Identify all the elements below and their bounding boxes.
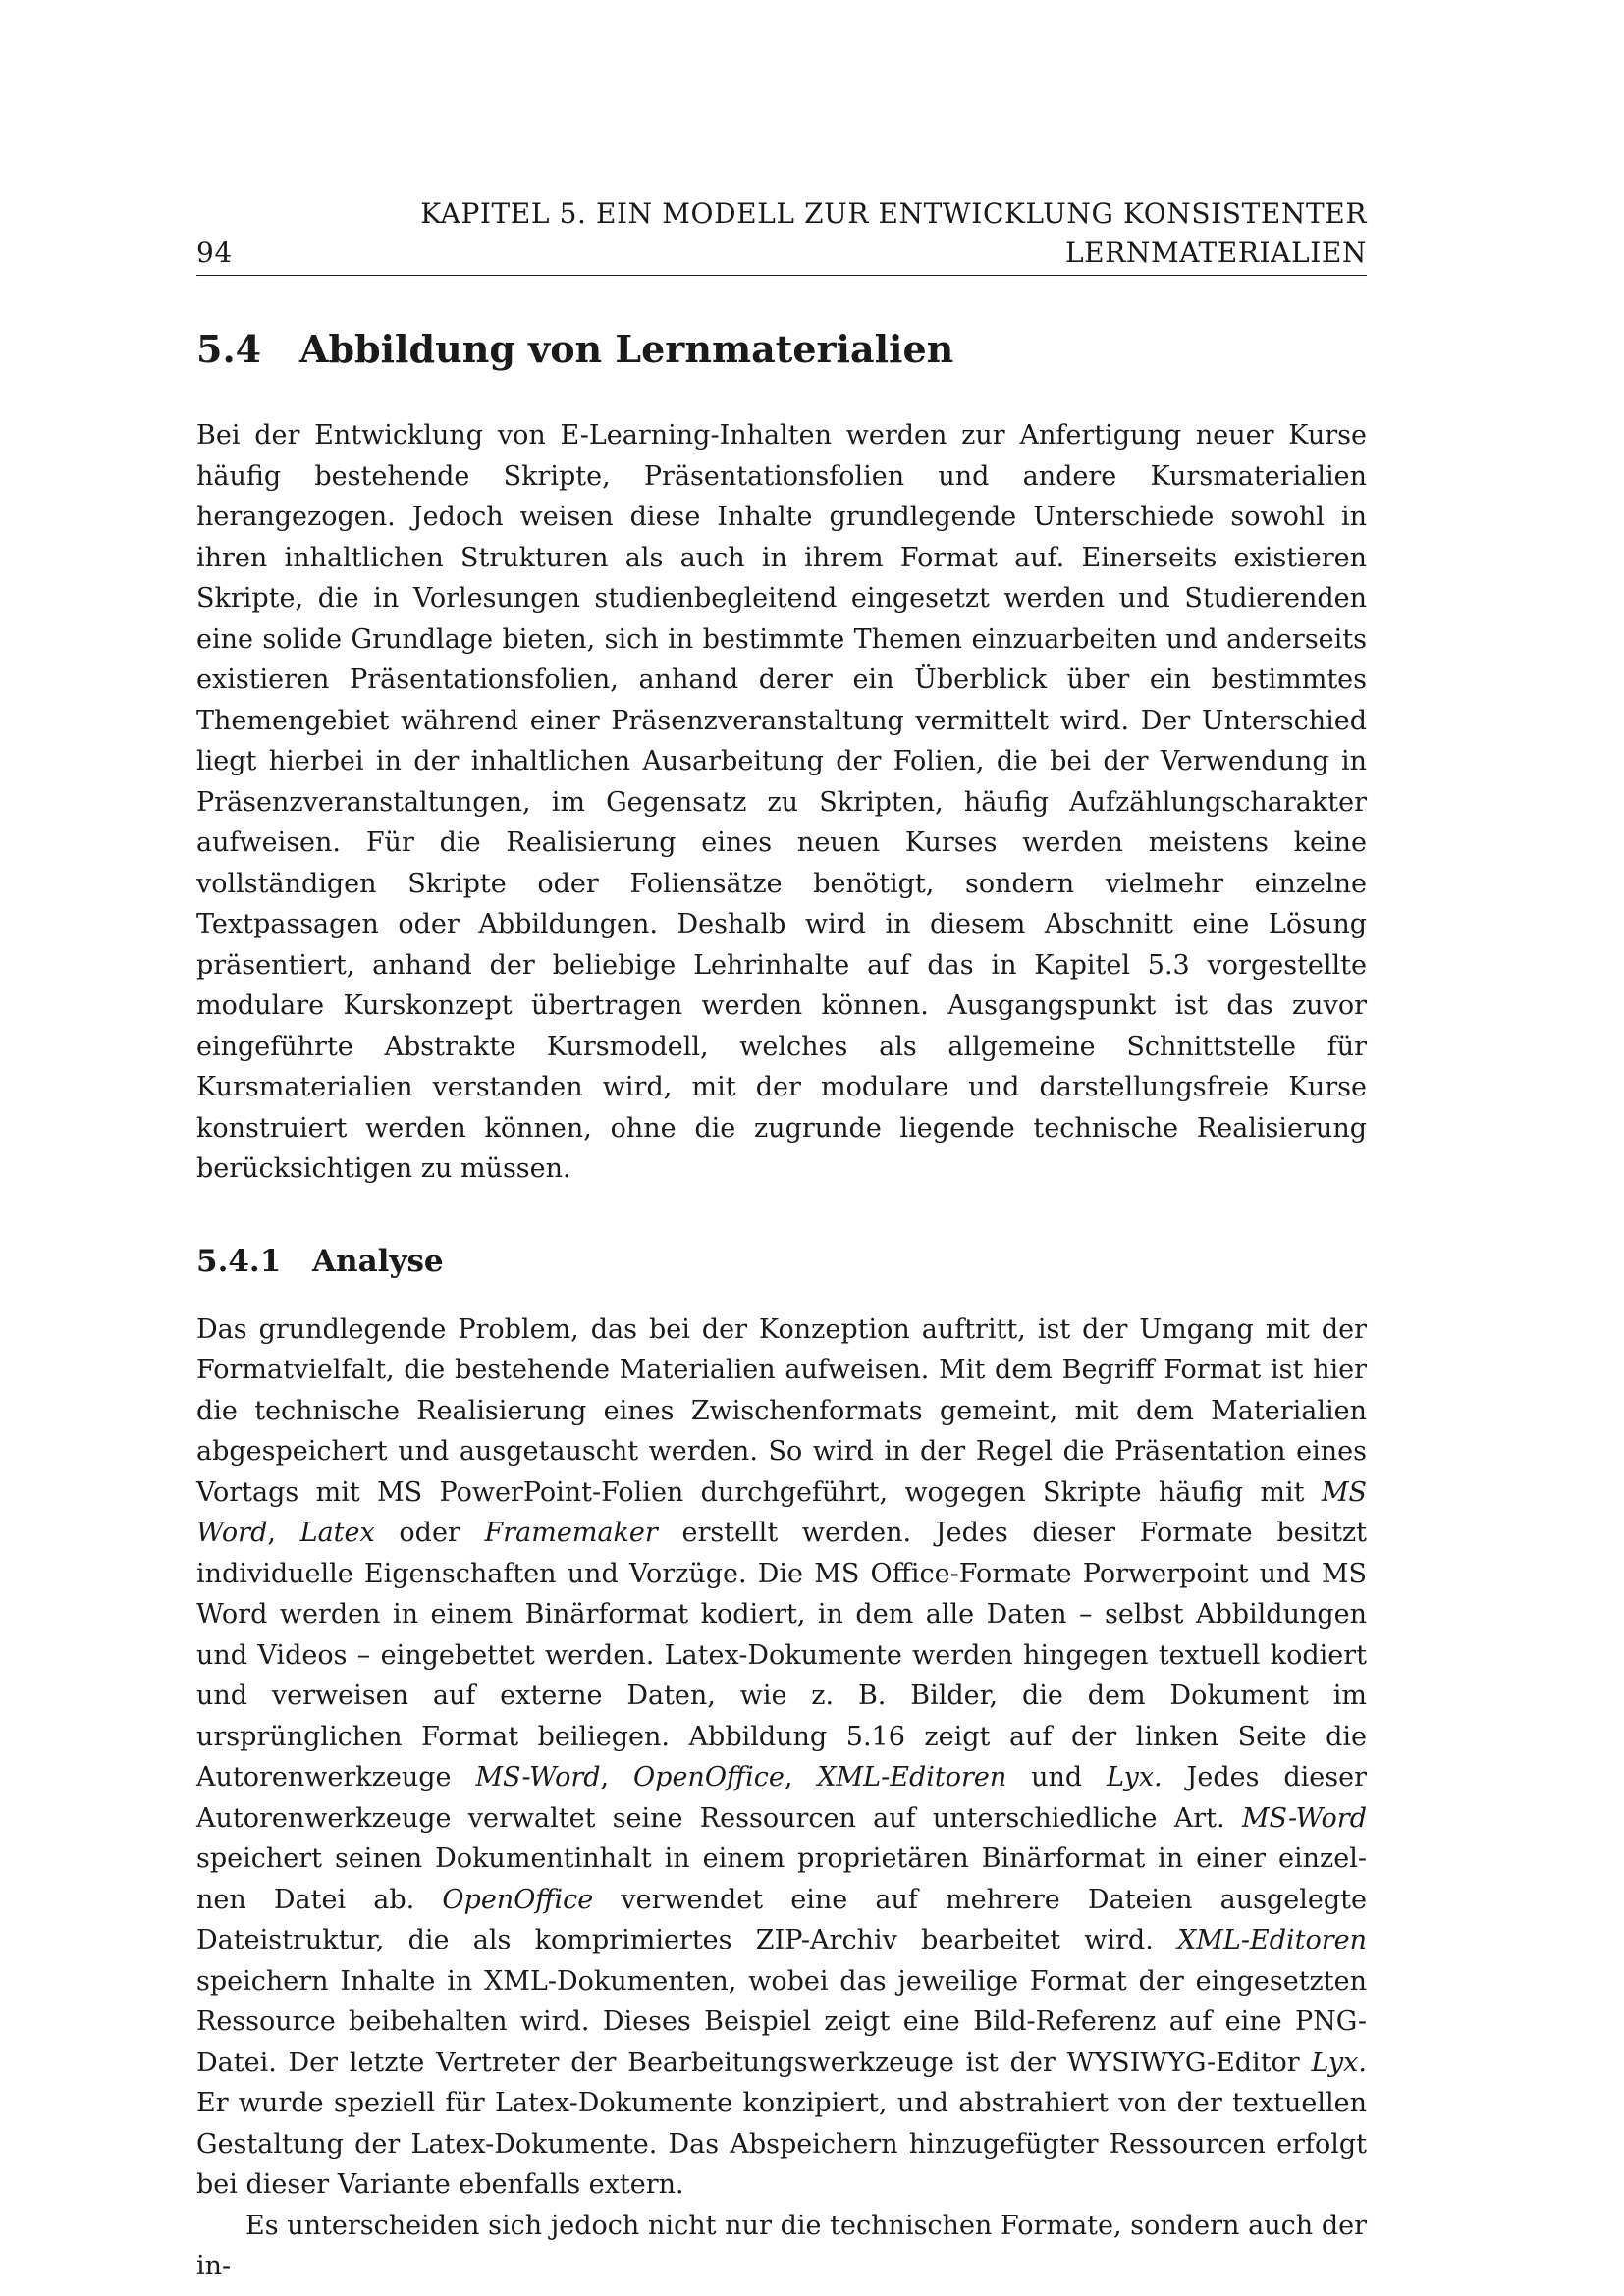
text-run: oder: [374, 1518, 485, 1548]
italic-term: MS Word: [196, 1476, 1367, 1548]
text-run: Jedes dieser Autorenwerkzeuge verwaltet seine Ressourcen auf unterschiedliche Art.: [196, 1762, 1367, 1834]
text-run: speichern Inhalte in XML-Dokumenten, wobei das jeweilige Format der eingesetzten Ressource beibehalten wird. Dieses Beispiel zeigt eine Bild-Referenz auf eine PNG-Datei. Der letzte Vertreter der Bearbeitungswerkzeuge ist der WYSIWYG-Editor: [196, 1965, 1367, 2078]
text-run: erstellt werden. Jedes dieser Formate besitzt individuelle Eigenschaften und Vorzüge. Die MS Office-Formate Porwerpoint und MS Word werden in einem Binärformat kodiert, in dem alle Daten – selbst Abbildungen und Videos – eingebettet werden. Latex-Dokumente werden hingegen textuell kodiert und verweisen auf externe Daten, wie z. B. Bilder, die dem Dokument im ursprünglichen Format beiliegen. Abbildung 5.16 zeigt auf der linken Seite die Autorenwerkzeuge: [196, 1518, 1367, 1792]
section-title: Abbildung von Lernmaterialien: [299, 327, 954, 371]
italic-term: Framemaker: [484, 1518, 658, 1548]
chapter-title-line-1: KAPITEL 5. EIN MODELL ZUR ENTWICKLUNG KONSISTENTER: [420, 197, 1367, 230]
section-paragraph: Bei der Entwicklung von E-Learning-Inhalten werden zur Anfertigung neuer Kurse häufig bestehende Skripte, Präsentationsfolien und andere Kursmaterialien herangezogen. Jedoch weisen diese Inhalte grundlegende Unterschiede sowohl in ihren inhaltlichen Strukturen als auch in ihrem Format auf. Einerseits existieren Skripte, die in Vorlesungen studienbegleitend eingesetzt werden und Studierenden eine solide Grundlage bieten, sich in bestimmte Themen einzuarbeiten und anderseits existieren Präsentationsfolien, anhand derer ein Überblick über ein bestimmtes Themengebiet während einer Präsenzveranstaltung vermittelt wird. Der Unterschied liegt hierbei in der inhaltlichen Ausarbeitung der Folien, die bei der Verwendung in Präsenzveranstaltungen, im Gegensatz zu Skripten, häufig Aufzählungscharakter aufweisen. Für die Realisierung eines neuen Kurses werden meistens keine vollständigen Skripte oder Foliensätze benötigt, sondern vielmehr einzelne Textpassagen oder Abbildungen. Deshalb wird in diesem Abschnitt eine Lösung präsentiert, anhand der beliebige Lehrinhalte auf das in Kapitel 5.3 vorgestellte modulare Kurskonzept übertragen werden können. Ausgangspunkt ist das zuvor eingeführte Abstrakte Kursmodell, welches als allgemeine Schnittstelle für Kursmaterialien verstanden wird, mit der modulare und darstellungsfreie Kurse konstruiert werden können, ohne die zugrunde liegende technische Realisierung berücksichtigen zu müssen.: [196, 420, 1367, 1184]
text-run: und: [1006, 1762, 1108, 1792]
chapter-title-line-2: LERNMATERIALIEN: [1064, 237, 1367, 269]
subsection-title: Analyse: [312, 1243, 444, 1279]
text-run: speichert seinen Dokumentinhalt in einem proprietären Binärformat in einer einzelnen Datei ab.: [196, 1843, 1367, 1915]
italic-term: OpenOffice: [442, 1884, 594, 1915]
analysis-paragraph: [196, 1309, 1367, 2206]
text-run: Das grundlegende Problem, das bei der Konzeption auftritt, ist der Umgang mit der Formatvielfalt, die bestehende Materialien aufweisen. Mit dem Begriff Format ist hier die technische Realisierung eines Zwischenformats gemeint, mit dem Materialien abgespeichert und ausgetauscht werden. So wird in der Regel die Präsentation eines Vortags mit MS PowerPoint-Folien durchgeführt, wogegen Skripte häufig mit: [196, 1313, 1367, 1508]
italic-term: Lyx.: [1107, 1762, 1163, 1792]
text-run: ,: [600, 1762, 634, 1792]
text-run: verwendet eine auf mehrere Dateien ausgelegte Dateistruktur, die als komprimiertes ZIP-Archiv bearbeitet wird.: [196, 1884, 1367, 1955]
subsection-number: 5.4.1: [196, 1243, 282, 1279]
continuation-paragraph: Es unterscheiden sich jedoch nicht nur die technischen Formate, sondern auch der in-: [196, 2210, 1367, 2281]
italic-term: Lyx.: [1311, 2047, 1367, 2078]
italic-term: OpenOffice: [633, 1762, 785, 1792]
text-run: ,: [267, 1518, 300, 1548]
text-run: Er wurde speziell für Latex-Dokumente konzipiert, und abstrahiert von der textuellen Gestaltung der Latex-Dokumente. Das Abspeichern hinzugefügter Ressourcen erfolgt bei dieser Variante ebenfalls extern.: [196, 2088, 1367, 2200]
text-run: ,: [784, 1762, 818, 1792]
section-number: 5.4: [196, 327, 262, 371]
running-header: [196, 194, 1367, 276]
italic-term: MS-Word: [1241, 1802, 1367, 1834]
italic-term: MS-Word: [475, 1762, 601, 1792]
page-number: 94: [196, 237, 233, 269]
document-page: [196, 194, 1367, 2287]
italic-term: XML-Editoren: [1177, 1925, 1367, 1955]
section-heading: [196, 323, 1367, 376]
italic-term: Latex: [299, 1518, 375, 1548]
subsection-heading: [196, 1239, 1367, 1284]
italic-term: XML-Editoren: [817, 1762, 1007, 1792]
